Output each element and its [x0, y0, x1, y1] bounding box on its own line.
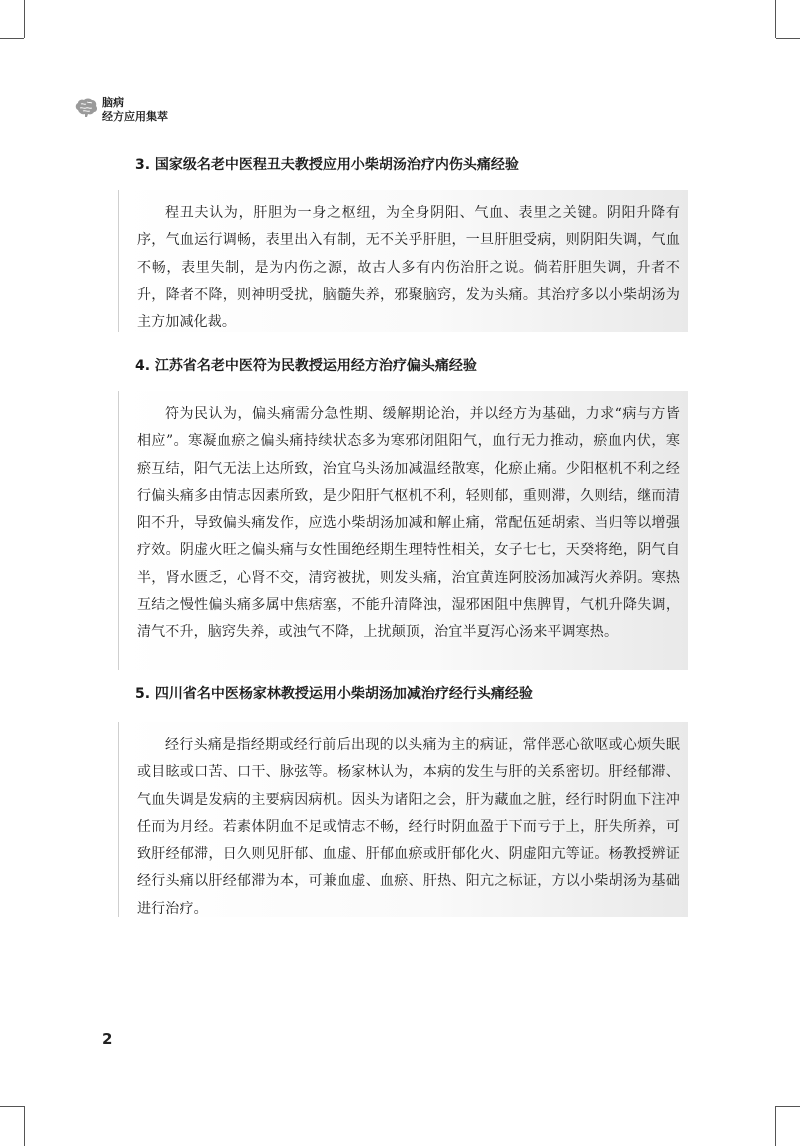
- header-subtitle: 经方应用集萃: [102, 110, 168, 123]
- section-paragraph: 经行头痛是指经期或经行前后出现的以头痛为主的病证，常伴恶心欲呕或心烦失眠或目眩或口苦、口干、脉弦等。杨家林认为，本病的发生与肝的关系密切。肝经郁滞、气血失调是发病的主要病因病机。因头为诸阳之会，肝为藏血之脏，经行时阴血下注冲任而为月经。若素体阴血不足或情志不畅，经行时阴血盈于下而亏于上，肝失所养，可致肝经郁滞，日久则见肝郁、血虚、肝郁血瘀或肝郁化火、阴虚阳亢等证。杨教授辨证经行头痛以肝经郁滞为本，可兼血虚、血瘀、肝热、阳亢之标证，方以小柴胡汤为基础进行治疗。: [137, 737, 680, 917]
- crop-mark: [24, 1106, 25, 1146]
- section-heading: 5. 四川省名中医杨家林教授运用小柴胡汤加减治疗经行头痛经验: [135, 686, 533, 702]
- crop-mark: [775, 0, 776, 38]
- section-heading: 3. 国家级名老中医程丑夫教授应用小柴胡汤治疗内伤头痛经验: [135, 157, 519, 173]
- crop-mark: [24, 0, 25, 38]
- section-paragraph: 符为民认为，偏头痛需分急性期、缓解期论治，并以经方为基础，力求“病与方皆相应”。寒凝血瘀之偏头痛持续状态多为寒邪闭阻阳气，血行无力推动，瘀血内伏，寒瘀互结，阳气无法上达所致，治宜乌头汤加减温经散寒，化瘀止痛。少阳枢机不利之经行偏头痛多由情志因素所致，是少阳肝气枢机不利，轻则郁，重则滞，久则结，继而清阳不升，导致偏头痛发作，应选小柴胡汤加减和解止痛，常配伍延胡索、当归等以增强疗效。阴虚火旺之偏头痛与女性围绝经期生理特性相关，女子七七，天癸将绝，阴气自半，肾水匮乏，心肾不交，清窍被扰，则发头痛，治宜黄连阿胶汤加减泻火养阴。寒热互结之慢性偏头痛多属中焦痞塞，不能升清降浊，湿邪困阻中焦脾胃，气机升降失调，清气不升，脑窍失养，或浊气不降，上扰颠顶，治宜半夏泻心汤来平调寒热。: [137, 406, 680, 641]
- crop-mark: [775, 1106, 776, 1146]
- crop-mark: [776, 38, 800, 39]
- section-text-box: [118, 391, 688, 670]
- section-text-box: [118, 190, 688, 332]
- section-paragraph: 程丑夫认为，肝胆为一身之枢纽，为全身阴阳、气血、表里之关键。阴阳升降有序，气血运行调畅，表里出入有制，无不关乎肝胆，一旦肝胆受病，则阴阳失调，气血不畅，表里失制，是为内伤之源，故古人多有内伤治肝之说。倘若肝胆失调，升者不升，降者不降，则神明受扰，脑髓失养，邪聚脑窍，发为头痛。其治疗多以小柴胡汤为主方加减化裁。: [137, 205, 680, 331]
- brain-icon: [74, 98, 98, 118]
- crop-mark: [0, 1106, 24, 1107]
- header-title: 脑病: [102, 96, 124, 109]
- crop-mark: [0, 38, 24, 39]
- section-text-box: [118, 722, 688, 917]
- page-number: 2: [102, 1030, 113, 1048]
- section-heading: 4. 江苏省名老中医符为民教授运用经方治疗偏头痛经验: [135, 358, 477, 374]
- crop-mark: [776, 1106, 800, 1107]
